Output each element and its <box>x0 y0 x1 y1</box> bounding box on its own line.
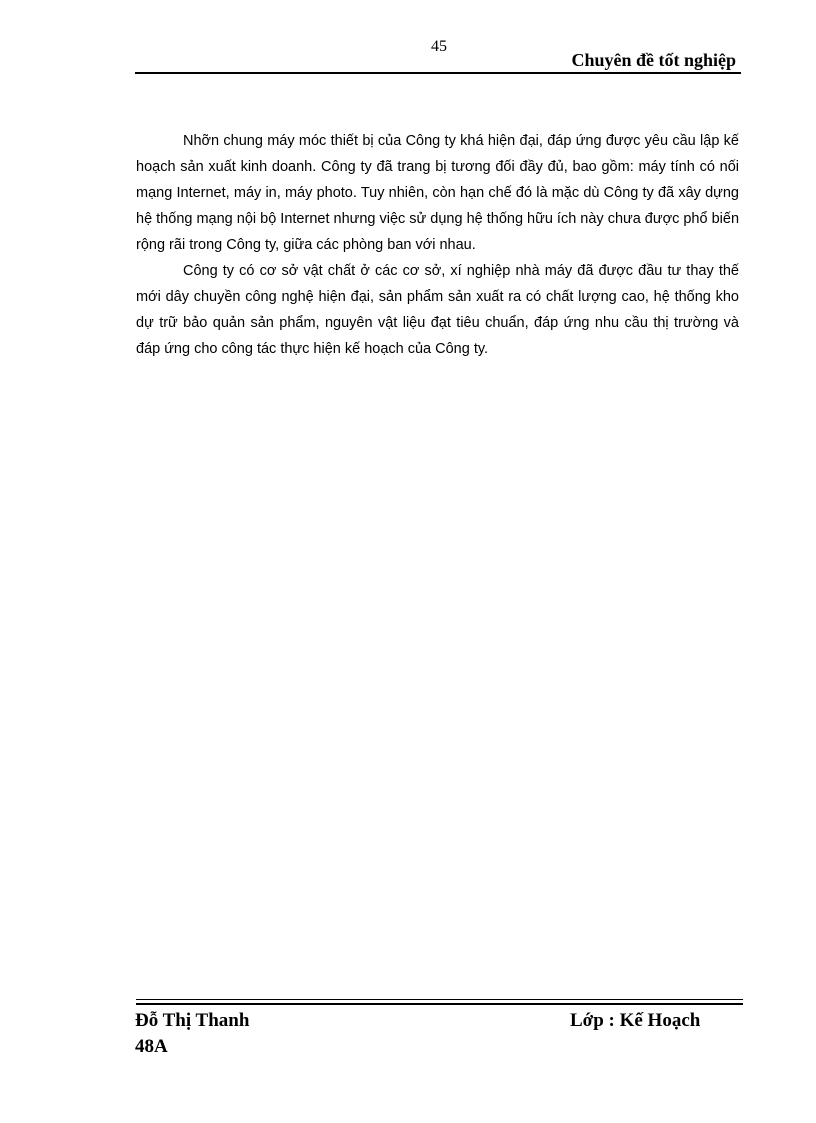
paragraph-2: Công ty có cơ sở vật chất ở các cơ sở, xí nghiệp nhà máy đã được đầu tư thay thế mới dây chuyền công nghệ hiện đại, sản phẩm sản xuất ra có chất lượng cao, hệ thống kho dự trữ bảo quản sản phẩm, nguyên vật liệu đạt tiêu chuẩn, đáp ứng nhu cầu thị trường và đáp ứng cho công tác thực hiện kế hoạch của Công ty. <box>136 263 739 357</box>
header-title: Chuyên đề tốt nghiệp <box>571 50 736 70</box>
footer-rule-thick <box>136 1003 743 1005</box>
footer-author-class-code: 48A <box>135 1036 168 1057</box>
footer-rule-thin <box>136 999 743 1000</box>
footer-author <box>135 1008 249 1060</box>
footer-class-label: Lớp : Kế Hoạch <box>570 1010 701 1031</box>
body-text <box>136 128 739 362</box>
header-rule <box>135 72 741 74</box>
paragraph-1: Nhỡn chung máy móc thiết bị của Công ty khá hiện đại, đáp ứng được yêu cầu lập kế hoạch sản xuất kinh doanh. Công ty đã trang bị tương đối đầy đủ, bao gồm: máy tính có nối mạng Internet, máy in, máy photo. Tuy nhiên, còn hạn chế đó là mặc dù Công ty đã xây dựng hệ thống mạng nội bộ Internet nhưng việc sử dụng hệ thống hữu ích này chưa được phổ biến rộng rãi trong Công ty, giữa các phòng ban với nhau. <box>136 133 740 253</box>
footer-author-name: Đỗ Thị Thanh <box>135 1010 250 1031</box>
page-number: 45 <box>431 38 447 55</box>
